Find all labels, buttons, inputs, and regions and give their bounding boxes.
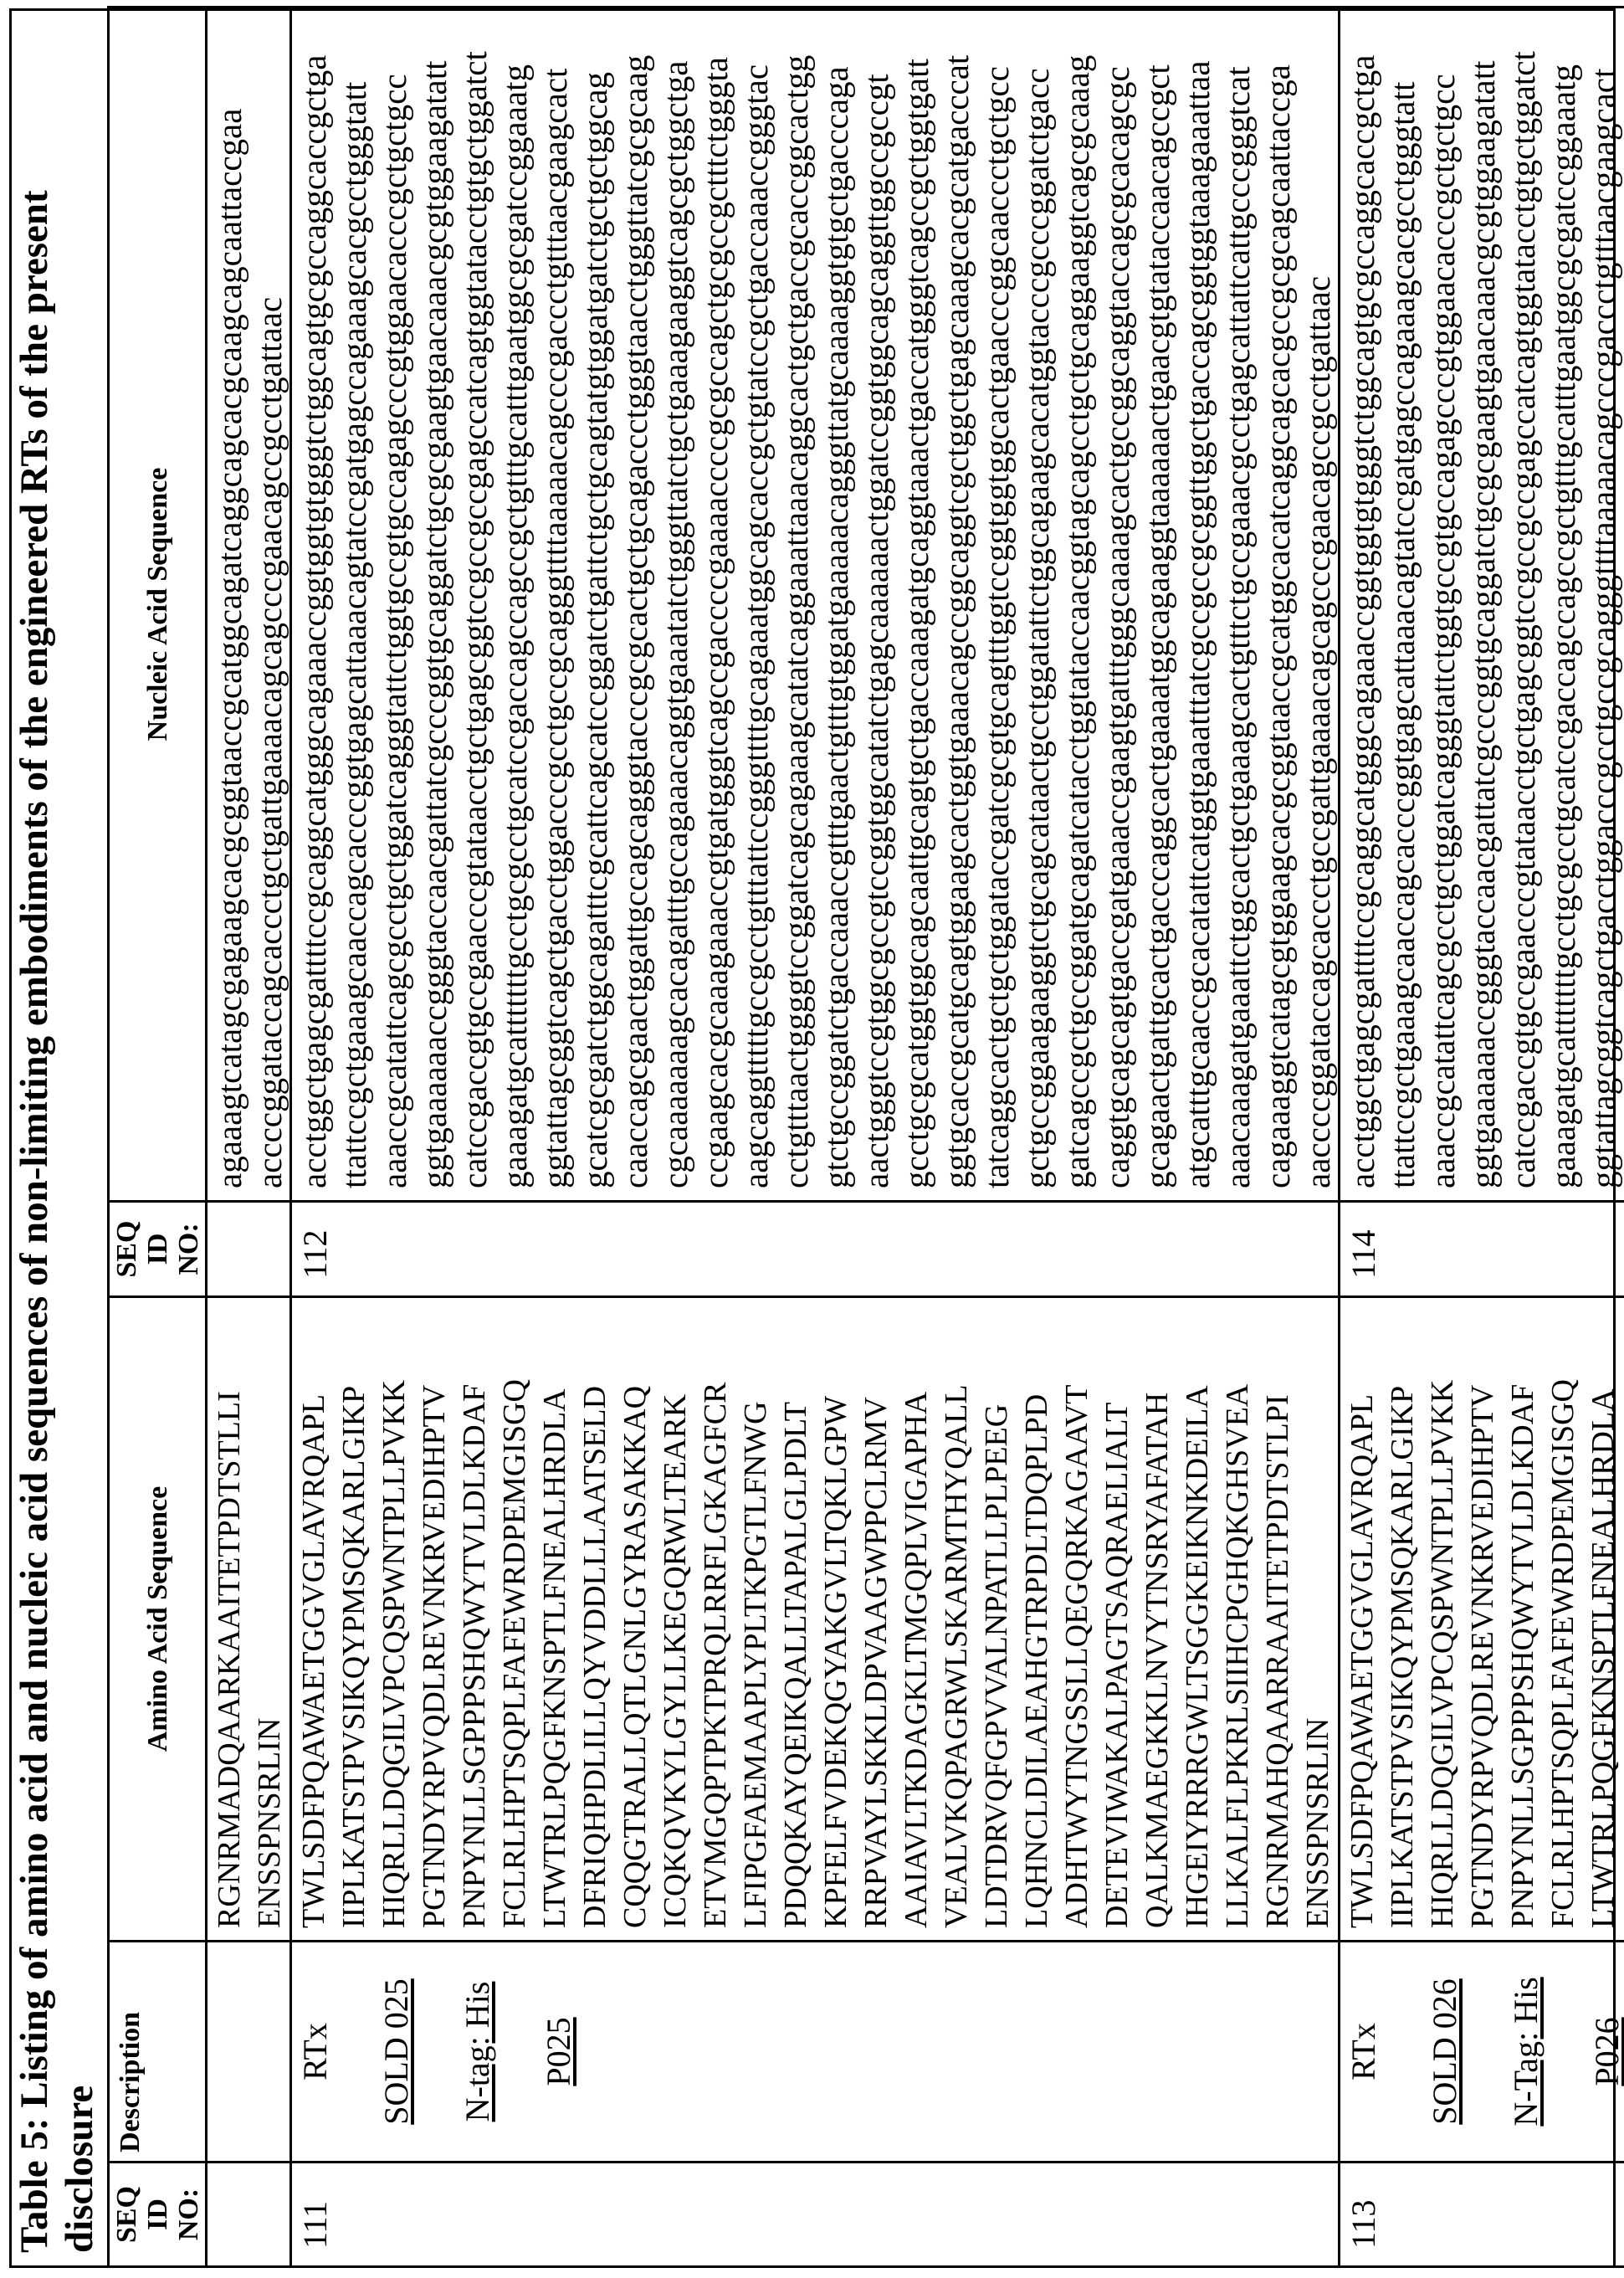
nucleic-acid-line: ggtattagcggtcagctgacctggacccgcctgccgcagggttttaaaaacagcccgaccctgtttaacgaagcact — [535, 8, 575, 1188]
nucleic-acid-line: cagaaaggtcatagcgtggaagcacgcggtaaccgcatggcacatcaggcagcacgccgcgcagcaattaccga — [1258, 8, 1298, 1188]
amino-acid-line: LLKALFLPKRLSIIHCPGHQKGHSVEA — [1217, 1298, 1258, 1928]
description-line-wrapper — [539, 1942, 620, 2161]
description-line: N-Tag: His — [1507, 1977, 1545, 2126]
description-line: N-tag: His — [459, 1982, 496, 2122]
description-cell — [291, 1942, 1340, 2163]
description-line: RTx — [295, 1942, 377, 2161]
amino-acid-line: DFRIQHPDLILLQYVDDLLLAATSELD — [575, 1298, 615, 1928]
nucleic-acid-line: aagcaggtttttgccgcctgtttattccgggttttgcagaaatggcagcaccgctgtatccgctgaccaaaccgggtac — [735, 8, 776, 1188]
amino-acid-line: QALKMAEGKKLNVYTNSRYAFATAH — [1137, 1298, 1177, 1928]
amino-acid-line: HIQRLLDQGILVPCQSPWNTPLLPVKK — [1422, 1298, 1463, 1928]
amino-acid-line: PGTNDYRPVQDLREVNKRVEDIHPTV — [414, 1298, 454, 1928]
amino-acid-cell — [207, 1297, 291, 1942]
header-seq-id-2 — [109, 1202, 207, 1297]
description-cell — [207, 1942, 291, 2163]
amino-acid-line: IIPLKATSTPVSIKQYPMSQKARLGIKP — [1382, 1298, 1422, 1928]
amino-acid-line: IIPLKATSTPVSIKQYPMSQKARLGIKP — [334, 1298, 374, 1928]
nucleic-acid-line: aactgggtccgtggcgccgtccggtggcatatctgagcaaaaaactggatccggtggcagcaggttggccgccgt — [856, 8, 896, 1188]
amino-acid-line: PNPYNLLSGPPPSHQWYTVLDLKDAF — [454, 1298, 494, 1928]
amino-acid-line: ADHTWYTNGSSLLQEGQRKAGAAVT — [1057, 1298, 1097, 1928]
nucleic-acid-line: ttattccgctgaaagcaaccagcacccggtgagcattaaacagtatccgatgagccagaaagcacgcctgggtatt — [334, 8, 374, 1188]
nucleic-acid-line: ggtattagcggtcagctgacctggacccgcctgccgcagggttttaaaaacagcccgaccctgtttaacgaagcact — [1583, 8, 1623, 1188]
amino-acid-line: ENSSPNSRLIN — [249, 1298, 289, 1928]
nucleic-acid-line: gaaagatgcatttttttgcctgcgcctgcatccgaccagccagccgctgtttgcatttgaatggcgcgatccggaaatg — [494, 8, 535, 1188]
amino-acid-line: PNPYNLLSGPPPSHQWYTVLDLKDAF — [1503, 1298, 1543, 1928]
amino-acid-line: ENSSPNSRLIN — [1298, 1298, 1338, 1928]
nucleic-acid-line: aaccccggataccagcaccctgccgattgaaaacagcagcccgaacagccgcctgattaac — [1298, 8, 1338, 1188]
amino-acid-line: LDTDRVQFGPVVALNPATLLPLPEEG — [976, 1298, 1017, 1928]
nucleic-acid-line: gcatcgcgatctggcagatttcgcattcagcatccggatctgattctgctgcagtatgtggatgatctgctgctggcag — [575, 8, 615, 1188]
description-line: SOLD 025 — [377, 1978, 415, 2124]
description-line: RTx — [1344, 1942, 1425, 2161]
nucleic-acid-line: catccgaccgtgccgaacccgtataacctgctgagcggtccgccgccgagccatcagtggtatacctgtgctggatct — [454, 8, 494, 1188]
amino-acid-line: RGNRMAHQAARRAAITETPDTSTLPI — [1258, 1298, 1298, 1928]
nucleic-acid-cell — [291, 8, 1340, 1202]
seq-id-cell: 113 — [1340, 2163, 1624, 2267]
amino-acid-line: LTWTRLPQGFKNSPTLFNEALHRDLA — [1583, 1298, 1623, 1928]
header-seq-id-line: ID — [142, 2163, 173, 2265]
seq-id-cell — [207, 2163, 291, 2267]
nucleic-acid-line: aaaccgcatattcagcgcctgctggatcagggtattctggtgccgtgccagagcccgtggaacacccgctgctgcc — [374, 8, 414, 1188]
amino-acid-line: LTWTRLPQGFKNSPTLFNEALHRDLA — [535, 1298, 575, 1928]
amino-acid-line: AAIAVLTKDAGKLTMGQPLVIGAPHA — [896, 1298, 936, 1928]
header-description: Description — [109, 1942, 207, 2163]
header-seq-id-2-line: SEQ — [111, 1203, 142, 1295]
amino-acid-line: IHGEIYRRRGWLTSGGKEIKNKDEILA — [1177, 1298, 1217, 1928]
amino-acid-line: FCLRLHPTSQPLFAFEWRDPEMGISGQ — [1543, 1298, 1583, 1928]
table-title: Table 5: Listing of amino acid and nucleic acid sequences of non-limiting embodiments of the engineered RTs of the present disclosure — [12, 35, 102, 2253]
table-row — [291, 8, 1340, 2267]
nucleic-acid-line: cctgtttaactggggtccggatcagcagaaagcatatcaggaaattaaacaggcactgctgaccgcaccggcactgg — [776, 8, 816, 1188]
header-seq-id-2-line: NO: — [173, 1203, 204, 1295]
nucleic-acid-line: aaaccgcatattcagcgcctgctggatcagggtattctggtgccgtgccagagcccgtggaacacccgctgctgcc — [1422, 8, 1463, 1188]
amino-acid-line: LQHNCLDILAEAHGTRPDLTDQPLPD — [1017, 1298, 1057, 1928]
header-seq-id-line: SEQ — [111, 2163, 142, 2265]
amino-acid-line: ETVMGQPTPKTPRQLRRFLGKAGFCR — [695, 1298, 735, 1928]
seq-id-2-cell: 112 — [291, 1202, 1340, 1297]
amino-acid-line: FCLRLHPTSQPLFAFEWRDPEMGISGQ — [494, 1298, 535, 1928]
nucleic-acid-line: caggtgcagcagtgaccgatgaaaccgaagtgatttgggcaaaagcactgccggcaggtaccagcgcacagcgc — [1097, 8, 1137, 1188]
nucleic-acid-line: gaaagatgcatttttttgcctgcgcctgcatccgaccagccagccgctgtttgcatttgaatggcgcgatccggaaatg — [1543, 8, 1583, 1188]
nucleic-acid-line: ggtgaaaaaaccgggtaccaacgattatcgcccggtgcaggatctgcgcgaagtgaacaaacgcgtggaagatatt — [1463, 8, 1503, 1188]
nucleic-acid-line: ccgaagcacgcaaagaaaccgtgatgggtcagccgaccccgaaaaccccgcgccagctgcgccgctttctgggta — [695, 8, 735, 1188]
nucleic-acid-cell — [207, 8, 291, 1202]
amino-acid-line: RGNRMADQAARKAAITETPDTSTLLI — [209, 1298, 249, 1928]
header-seq-id-line: NO: — [173, 2163, 204, 2265]
document-page — [0, 0, 1624, 2278]
amino-acid-line: ICQKQVKYLGYLLKEGQRWLTEARK — [655, 1298, 695, 1928]
nucleic-acid-line: tatcaggcactgctgctggataccgatcgcgtgcagtttggtccggtggtggcactgaacccggcaaccctgctgcc — [976, 8, 1017, 1188]
seq-id-2-cell: 114 — [1340, 1202, 1624, 1297]
amino-acid-line: CQQGTRALLQTLGNLGYRASAKKAQ — [615, 1298, 655, 1928]
amino-acid-line: VEALVKQPAGRWLSKARMTHYQALL — [936, 1298, 976, 1928]
nucleic-acid-line: agaaagtcatagcgagaagcacgcggtaaccgcatggcagatcaggcagcacgcaagcagcaattaccgaa — [209, 8, 249, 1188]
nucleic-acid-line: cgcaaaaaaagcacagatttgccagaaacaggtgaaatatctgggttatctgctgaaagaaggtcagcgctggctga — [655, 8, 695, 1188]
description-line-wrapper — [377, 1942, 458, 2161]
nucleic-acid-line: gctgccggaagaaggtctgcagcataactgcctggatattctggcagaagcacatggtacccgcccggatctgacc — [1017, 8, 1057, 1188]
header-seq-id-2-line: ID — [142, 1203, 173, 1295]
description-line-wrapper — [1587, 1942, 1624, 2161]
nucleic-acid-line: accccggataccagcaccctgctgattgaaaacagcagcccgaacagccgcctgattaac — [249, 8, 289, 1188]
amino-acid-line: PGTNDYRPVQDLREVNKRVEDIHPTV — [1463, 1298, 1503, 1928]
sequence-table — [107, 6, 1624, 2268]
description-line-wrapper — [1506, 1942, 1587, 2161]
amino-acid-line: TWLSDFPQAWAETGGVGLAVRQAPL — [294, 1298, 334, 1928]
seq-id-2-cell — [207, 1202, 291, 1297]
amino-acid-cell — [291, 1297, 1340, 1942]
description-line: P025 — [540, 2017, 577, 2086]
amino-acid-line: RRPVAYLSKKLDPVAAGWPPCLRMV — [856, 1298, 896, 1928]
description-cell — [1340, 1942, 1624, 2163]
header-nucleic-acid: Nucleic Acid Sequence — [109, 8, 207, 1202]
amino-acid-line: KPFELFVDEKQGYAKGVLTQKLGPW — [816, 1298, 856, 1928]
amino-acid-line: DETEVIWAKALPAGTSAQRAELIALT — [1097, 1298, 1137, 1928]
nucleic-acid-line: gcagaactgattgcactgacccaggcactgaaaatggcagaaggtaaaaaactgaacgtgtataccaacagccgct — [1137, 8, 1177, 1188]
description-line-wrapper — [458, 1942, 539, 2161]
amino-acid-line: PDQQKAYQEIKQALLTAPALGLPDLT — [776, 1298, 816, 1928]
header-seq-id — [109, 2163, 207, 2267]
nucleic-acid-line: gatcagccgctgccggatgcagatcatacctggtataccaacggtagcagcctgctgcaggaaggtcagcgcaaag — [1057, 8, 1097, 1188]
description-line-wrapper — [1425, 1942, 1506, 2161]
nucleic-acid-line: atgcatttgcaaccgcacatattcatggtgaaatttatcgccgccgcggttggctgaccagcggtggtaaagaaattaa — [1177, 8, 1217, 1188]
table-header-row — [109, 8, 207, 2267]
amino-acid-line: TWLSDFPQAWAETGGVGLAVRQAPL — [1342, 1298, 1382, 1928]
nucleic-acid-line: caaccagcgaactggattgccagcagggtacccgcgcactgctgcagaccctgggtaacctgggttatcgcgcaag — [615, 8, 655, 1188]
nucleic-acid-line: ttattccgctgaaagcaaccagcacccggtgagcattaaacagtatccgatgagccagaaagcacgcctgggtatt — [1382, 8, 1422, 1188]
header-amino-acid: Amino Acid Sequence — [109, 1297, 207, 1942]
description-line: SOLD 026 — [1426, 1978, 1463, 2124]
table-row — [207, 8, 291, 2267]
nucleic-acid-line: gtctgccggatctgaccaaaccgtttgaactgtttgtggatgaaaaacagggttatgcaaaaggtgtgctgacccaga — [816, 8, 856, 1188]
nucleic-acid-line: acctggctgagcgattttccgcaggcatgggcagaaaccggtggtgtgggtctggcagtgcgccaggcaccgctga — [294, 8, 334, 1188]
seq-id-cell: 111 — [291, 2163, 1340, 2267]
nucleic-acid-line: catccgaccgtgccgaacccgtataacctgctgagcggtccgccgccgagccatcagtggtatacctgtgctggatct — [1503, 8, 1543, 1188]
amino-acid-cell — [1340, 1297, 1624, 1942]
description-line: P026 — [1588, 2017, 1624, 2086]
nucleic-acid-line: gcctgcgcatggtggcagcaattgcagtgctgaccaaagatgcaggtaaactgaccatgggtcagccgctggtgatt — [896, 8, 936, 1188]
table-row — [1340, 8, 1624, 2267]
nucleic-acid-line: ggtgaaaaaaccgggtaccaacgattatcgcccggtgcaggatctgcgcgaagtgaacaaacgcgtggaagatatt — [414, 8, 454, 1188]
amino-acid-line: HIQRLLDQGILVPCQSPWNTPLLPVKK — [374, 1298, 414, 1928]
nucleic-acid-cell — [1340, 8, 1624, 1202]
nucleic-acid-line: aaacaaagatgaaattctggcactgctgaaagcactgtttctgccgaaacgcctgagcattattcattgcccgggtcat — [1217, 8, 1258, 1188]
nucleic-acid-line: acctggctgagcgattttccgcaggcatgggcagaaaccggtggtgtgggtctggcagtgcgccaggcaccgctga — [1342, 8, 1382, 1188]
amino-acid-line: LFIPGFAEMAAPLYPLTKPGTLFNWG — [735, 1298, 776, 1928]
nucleic-acid-line: ggtgcaccgcatgcagtggaagcactggtgaaacagccggcaggtcgctggctgagcaaagcacgcatgacccat — [936, 8, 976, 1188]
